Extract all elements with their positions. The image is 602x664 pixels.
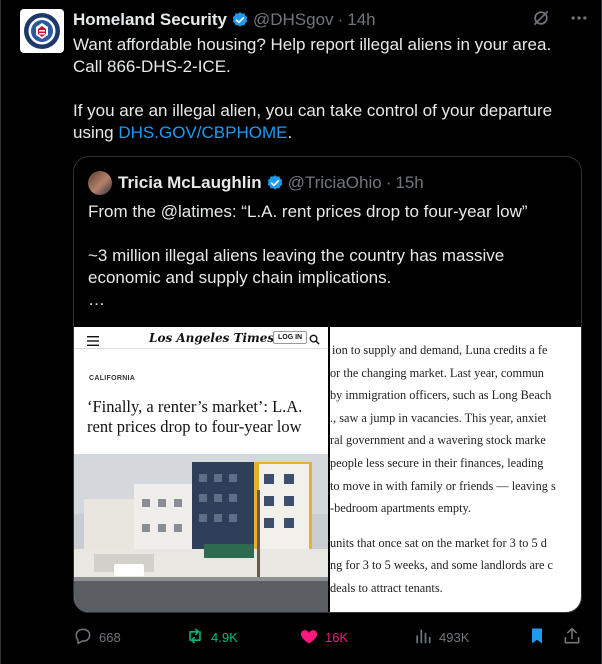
heart-icon [299,626,319,649]
share-button[interactable] [562,626,582,649]
reply-button[interactable] [73,626,121,649]
article-line: ral government and a wavering stock marke [330,433,546,448]
article-line: deals to attract tenants. [330,580,443,595]
article-excerpt-image[interactable] [330,327,582,613]
tweet-text-prefix: using [73,123,119,142]
author-handle[interactable]: @DHSgov [253,10,334,29]
tweet-time[interactable]: 14h [347,10,376,29]
grok-icon[interactable] [531,8,551,33]
verified-badge-icon [266,174,284,192]
latimes-header [74,327,328,349]
repost-icon [185,626,205,649]
action-bar [73,624,585,650]
repost-button[interactable] [185,626,238,649]
tweet-text [73,34,578,144]
separator-dot: · [337,10,344,29]
article-paragraph-gap [330,520,582,532]
dhs-seal-avatar[interactable] [20,9,64,53]
reply-icon [73,626,93,649]
reply-count: 668 [99,629,121,645]
separator-dot: · [385,173,392,192]
like-button[interactable] [299,626,348,649]
quote-header [88,171,424,195]
bookmark-button[interactable] [527,626,547,649]
cbphome-link[interactable]: DHS.GOV/CBPHOME [118,123,288,142]
latimes-login: LOG IN [273,331,307,344]
apartment-building-photo [74,454,328,613]
latimes-headline [87,397,317,437]
views-chart-icon [413,626,433,649]
tweet-text-suffix: . [287,123,293,142]
verified-badge-icon [231,11,249,29]
search-icon [309,332,320,350]
quoted-tweet[interactable] [73,156,582,613]
quote-time[interactable]: 15h [395,173,424,192]
quote-line: ~3 million illegal aliens leaving the country has massive [88,246,505,265]
headline-line: ‘Finally, a renter’s market’: L.A. [87,397,303,416]
article-text [330,339,582,600]
tweet-line: Want affordable housing? Help report illegal aliens in your area. [73,35,552,54]
headline-line: rent prices drop to four-year low [87,417,302,436]
quote-text [88,201,568,311]
latimes-section: CALIFORNIA [89,375,136,382]
tweet-line: If you are an illegal alien, you can take control of your departure [73,101,553,120]
quote-media[interactable] [74,327,582,613]
article-line: by immigration officers, such as Long Beach [330,388,552,403]
quote-line: From the @latimes: “L.A. rent prices drop to four-year low” [88,202,528,221]
tweet-header [73,9,581,31]
repost-count: 4.9K [211,629,238,645]
tweet-line: Call 866-DHS-2-ICE. [73,57,231,76]
quote-line: economic and supply chain implications. [88,268,392,287]
article-line: ion to supply and demand, Luna credits a fe [332,343,548,357]
views-button[interactable] [413,626,469,649]
share-icon [562,626,582,649]
view-count: 493K [439,629,470,645]
hamburger-menu-icon [87,333,99,351]
article-line: ng for 3 to 5 weeks, and some landlords are c [330,558,553,573]
header-actions [531,8,589,33]
author-name[interactable]: Homeland Security [73,10,227,29]
article-line: people less secure in their finances, leading [330,455,544,470]
quote-avatar[interactable] [88,171,112,195]
like-count: 16K [325,629,349,645]
latimes-logo: Los Angeles Times [149,331,275,345]
article-line: or the changing market. Last year, commun [330,365,544,380]
quote-author-name[interactable]: Tricia McLaughlin [118,173,262,192]
quote-ellipsis: … [88,290,105,309]
latimes-screenshot[interactable] [74,327,328,613]
bookmark-icon [527,626,547,649]
article-line: ., saw a jump in vacancies. This year, anxiet [330,410,547,425]
article-line: units that once sat on the market for 3 to 5 d [330,535,547,550]
tweet-line [73,122,578,144]
article-line: -bedroom apartments empty. [330,501,471,516]
article-line: to move in with family or friends — leaving s [330,478,556,493]
quote-author-handle[interactable]: @TriciaOhio [287,173,382,192]
more-options-icon[interactable] [569,8,589,33]
